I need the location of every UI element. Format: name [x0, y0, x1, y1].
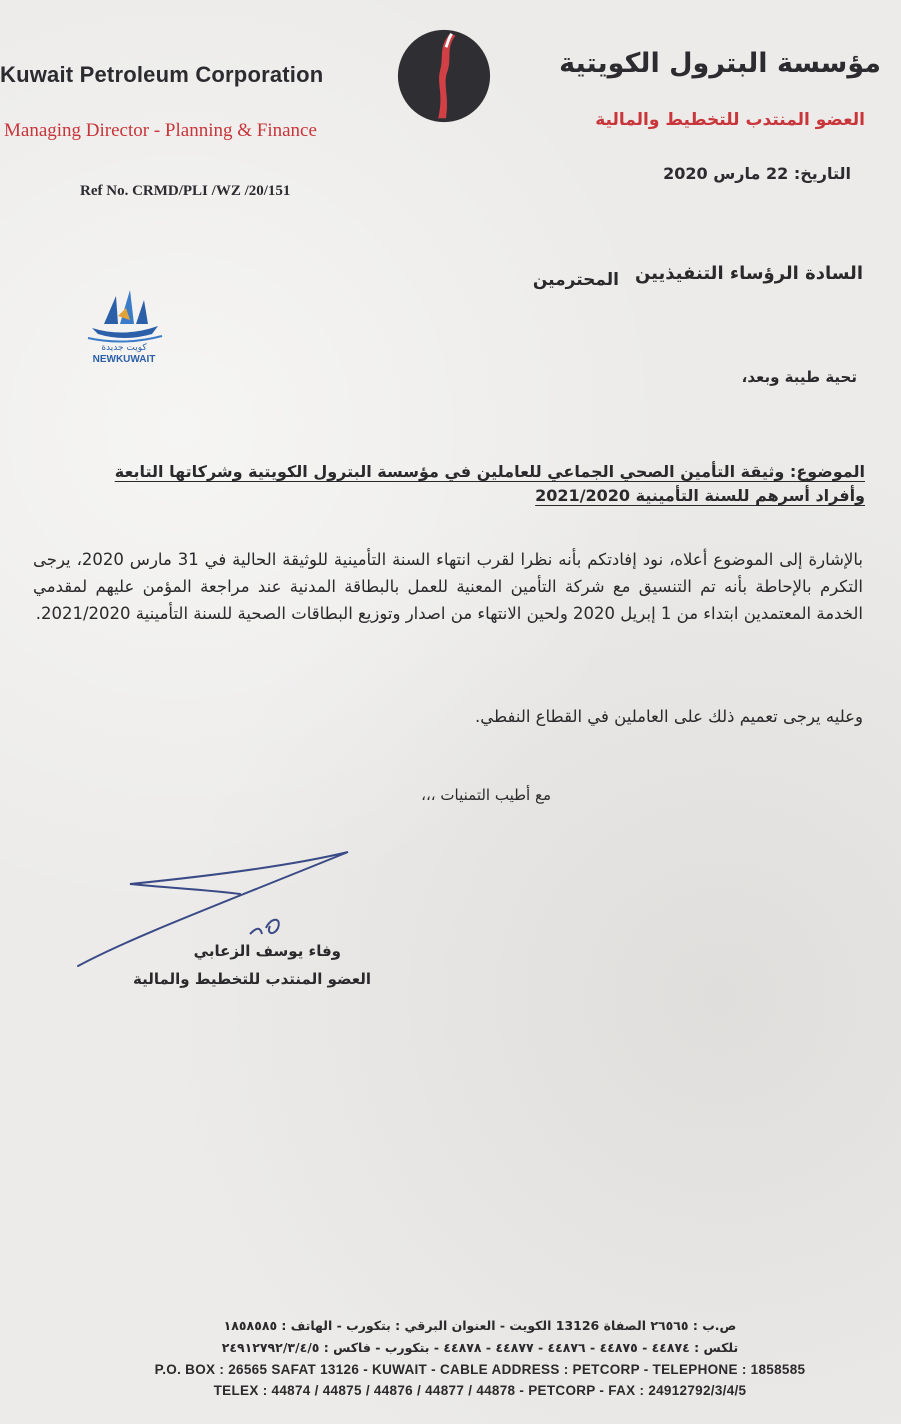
- footer-arabic-telex: تلكس : ٤٤٨٧٤ - ٤٤٨٧٥ - ٤٤٨٧٦ - ٤٤٨٧٧ - ٤٤٨٧٨ - بتكورب - فاكس : ٢٤٩١٢٧٩٢/٣/٤/٥: [221, 1340, 739, 1355]
- kpc-flame-logo-icon: [396, 28, 492, 124]
- subject-line-2: وأفراد أسرهم للسنة التأمينية 2021/2020: [535, 486, 865, 505]
- subject-line-1: الموضوع: وثيقة التأمين الصحي الجماعي للعاملين في مؤسسة البترول الكويتية وشركاتها التابعة: [114, 462, 865, 481]
- closing: مع أطيب التمنيات ،،،: [421, 786, 551, 804]
- addressee-honorific: المحترمين: [532, 270, 619, 290]
- greeting: تحية طيبة وبعد،: [741, 368, 857, 386]
- department-english: Managing Director - Planning & Finance: [4, 120, 317, 141]
- footer-english-address: P.O. BOX : 26565 SAFAT 13126 - KUWAIT - CABLE ADDRESS : PETCORP - TELEPHONE : 1858585: [154, 1362, 806, 1377]
- addressee: السادة الرؤساء التنفيذيين: [634, 263, 863, 284]
- footer-arabic-address: ص.ب : ٢٦٥٦٥ الصفاة 13126 الكويت - العنوان البرقي : بتكورب - الهاتف : ١٨٥٨٥٨٥: [223, 1318, 737, 1333]
- subject: [115, 460, 865, 508]
- new-kuwait-logo-english: NEWKUWAIT: [92, 354, 156, 365]
- letter-date: التاريخ: 22 مارس 2020: [663, 164, 851, 183]
- body-paragraph-1: بالإشارة إلى الموضوع أعلاه، نود إفادتكم بأنه نظرا لقرب انتهاء السنة التأمينية للوثيقة الحالية في 31 مارس 2020، يرجى التكرم بالإحاطة بأنه تم التنسيق مع شركة التأمين المعنية للعمل بالبطاقة المدنية عند مراجعة المؤمن عليهم لمقدمي الخدمة المعتمدين ابتداء من 1 إبريل 2020 ولحين الانتهاء من اصدار وتوزيع البطاقات الصحية للسنة التأمينية 2021/2020.: [33, 550, 863, 623]
- signatory-name: وفاء يوسف الزعابي: [193, 942, 341, 960]
- body-paragraph-2: وعليه يرجى تعميم ذلك على العاملين في القطاع النفطي.: [474, 707, 863, 726]
- department-arabic: العضو المنتدب للتخطيط والمالية: [595, 110, 865, 130]
- company-name-arabic: مؤسسة البترول الكويتية: [559, 48, 881, 79]
- new-kuwait-logo-icon: [82, 286, 166, 366]
- signatory-title: العضو المنتدب للتخطيط والمالية: [132, 970, 371, 988]
- new-kuwait-logo-arabic: كويت جديدة: [101, 343, 147, 353]
- reference-number: Ref No. CRMD/PLI /WZ /20/151: [80, 183, 291, 199]
- footer-english-telex: TELEX : 44874 / 44875 / 44876 / 44877 / 44878 - PETCORP - FAX : 24912792/3/4/5: [213, 1383, 747, 1398]
- company-name-english: Kuwait Petroleum Corporation: [0, 62, 324, 87]
